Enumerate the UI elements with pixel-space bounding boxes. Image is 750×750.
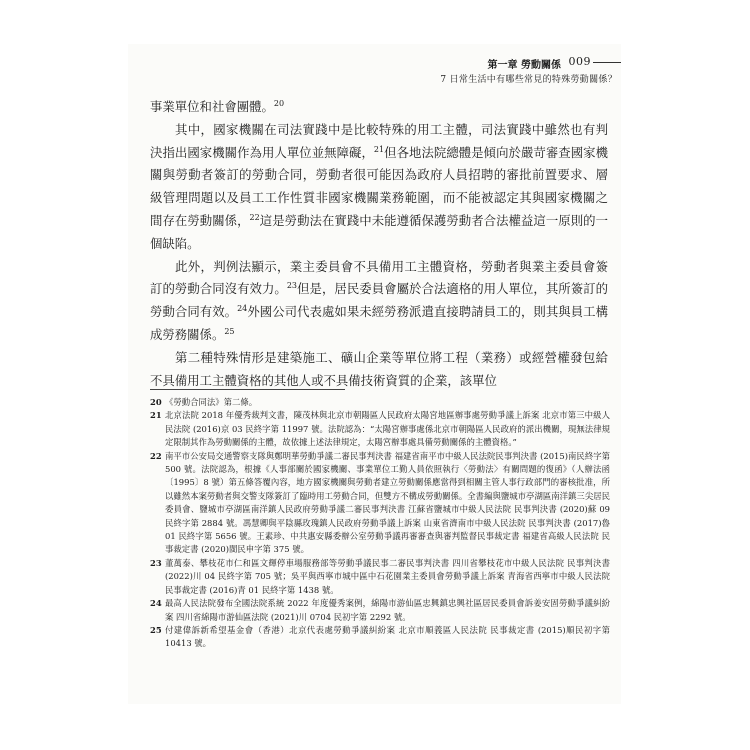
footnote xyxy=(150,409,610,449)
footnote xyxy=(150,450,610,557)
footnote-ref[interactable]: 23 xyxy=(286,281,298,291)
footnote-number: 25 xyxy=(150,624,162,635)
footnote-ref[interactable]: 21 xyxy=(373,144,385,154)
footnotes xyxy=(150,396,610,651)
paragraph-text: 但各地法院總體是傾向於嚴苛審查國家機關與勞動者簽訂的勞動合同，勞動者很可能因為政府人員招聘的審批前置要求、層級管理問題以及員工工作性質非國家機關業務範圍，而不能被認定其與國家機關之間存在勞動關係， xyxy=(150,144,608,228)
footnote-number: 23 xyxy=(150,557,162,568)
footnote xyxy=(150,396,610,409)
paragraph-text: 第二種特殊情形是建築施工、礦山企業等單位將工程（業務）或經營權發包給不具備用工主體資格的其他人或不具備技術資質的企業，該單位 xyxy=(150,349,608,388)
running-header xyxy=(321,52,621,88)
footnote-text: 南平市公安局交通警察支隊與鄭明華勞動爭議二審民事判決書 福建省南平市中級人民法院民事判決書 (2015)南民終字第 500 號。法院認為，根據《人事部關於國家機關、事業單位工勤人員依照執行〈勞動法〉有關問題的復函》（人辦法函〔1995〕8 號）第五條答覆內容，地方國家機關與勞動者建立勞動關係應當得到相關主管人事行政部門的審核批准，所以雖然本案勞動者與交警支隊簽訂了臨時用工勞動合同，但雙方不構成勞動關係。全書編與鹽城市亭湖區南洋鎮三尖居民委員會、鹽城市亭湖區南洋鎮人民政府勞動爭議二審民事判決書 江蘇省鹽城市中級人民法院 民事判決書 (2020)蘇 09 民終字第 2884 號。馮慧卿與平陰縣玫瑰鎮人民政府勞動爭議上訴案 山東省濟南市中級人民法院 民事判決書 (2017)魯 01 民終字第 5656 號。王素珍、中共惠安縣委辦公室勞動爭議再審審查與審判監督民事裁定書 福建省高級人民法院 民事裁定書 (2020)閩民申字第 375 號。 xyxy=(165,450,610,555)
footnote-number: 22 xyxy=(150,450,162,461)
paragraph-text: 事業單位和社會團體。 xyxy=(150,99,274,114)
paragraph-text: 這是勞動法在實踐中未能遵循保護勞動者合法權益這一原則的一個缺陷。 xyxy=(150,212,609,251)
book-page xyxy=(128,44,621,704)
paragraph xyxy=(150,96,608,119)
footnote-rule xyxy=(150,389,345,390)
footnote-text: 北京法院 2018 年優秀裁判文書，陳茂林與北京市朝陽區人民政府太陽宮地區辦事處勞動爭議上訴案 北京市第三中級人民法院 (2016)京 03 民終字第 11997 號。法院認為：“太陽宮辦事處係北京市朝陽區人民政府的派出機關，現無法律規定限制其作為勞動關係的主體，故依據上述法律規定，太陽宮辦事處具備勞動關係的主體資格。” xyxy=(165,410,610,448)
page-number: 009 xyxy=(568,55,591,68)
paragraph-text: 其中，國家機關在司法實踐中是比較特殊的用工主體，司法實踐中雖然也有判決指出國家機關作為用人單位並無障礙， xyxy=(150,121,608,160)
footnote xyxy=(150,624,610,651)
footnote-text: 董萬泰、攀枝花市仁和區文輝停車場服務部等勞動爭議民事二審民事判決書 四川省攀枝花市中級人民法院 民事判決書 (2022)川 04 民終字第 705 號；吳平與西寧市城中區中石花園業主委員會勞動爭議上訴案 青海省西寧市中級人民法院 民事裁定書 (2016)青 01 民終字第 1438 號。 xyxy=(165,557,610,595)
paragraph xyxy=(150,119,608,256)
footnote-number: 24 xyxy=(150,598,162,609)
footnote-number: 20 xyxy=(150,397,162,407)
paragraph xyxy=(150,347,608,393)
paragraph-text: 外國公司代表處如果未經勞務派遣直接聘請員工的，則其與員工構成勞務關係。 xyxy=(150,304,609,342)
paragraph-text: 但是，居民委員會屬於合法適格的用人單位，其所簽訂的勞動合同有效。 xyxy=(150,281,609,320)
section-title: 7 日常生活中有哪些常見的特殊勞動關係？ xyxy=(440,75,617,85)
footnote-text: 《勞動合同法》第二條。 xyxy=(165,397,258,407)
footnote-ref[interactable]: 20 xyxy=(273,98,285,108)
footnote-ref[interactable]: 24 xyxy=(237,304,248,314)
body-text xyxy=(150,96,608,392)
footnote-number: 21 xyxy=(150,410,162,421)
paragraph xyxy=(150,256,608,347)
footnote xyxy=(150,557,610,597)
footnote-ref[interactable]: 22 xyxy=(249,212,260,222)
footnote xyxy=(150,597,610,624)
footnote-ref[interactable]: 25 xyxy=(224,326,235,336)
footnote-text: 最高人民法院發布全國法院系統 2022 年度優秀案例，綿陽市游仙區忠興鎮忠興社區居民委員會訴姜安固勞動爭議糾紛案 四川省綿陽市游仙區法院 (2021)川 0704 民初字第 2292 號。 xyxy=(165,598,610,622)
chapter-title: 第一章 勞動關係 xyxy=(487,60,561,71)
footnote-text: 付建偉訴新希望基金會（香港）北京代表處勞動爭議糾紛案 北京市順義區人民法院 民事裁定書 (2015)順民初字第 10413 號。 xyxy=(165,624,610,649)
paragraph-text: 此外，判例法顯示，業主委員會不具備用工主體資格，勞動者與業主委員會簽訂的勞動合同沒有效力。 xyxy=(150,258,608,297)
header-rule xyxy=(593,62,621,63)
